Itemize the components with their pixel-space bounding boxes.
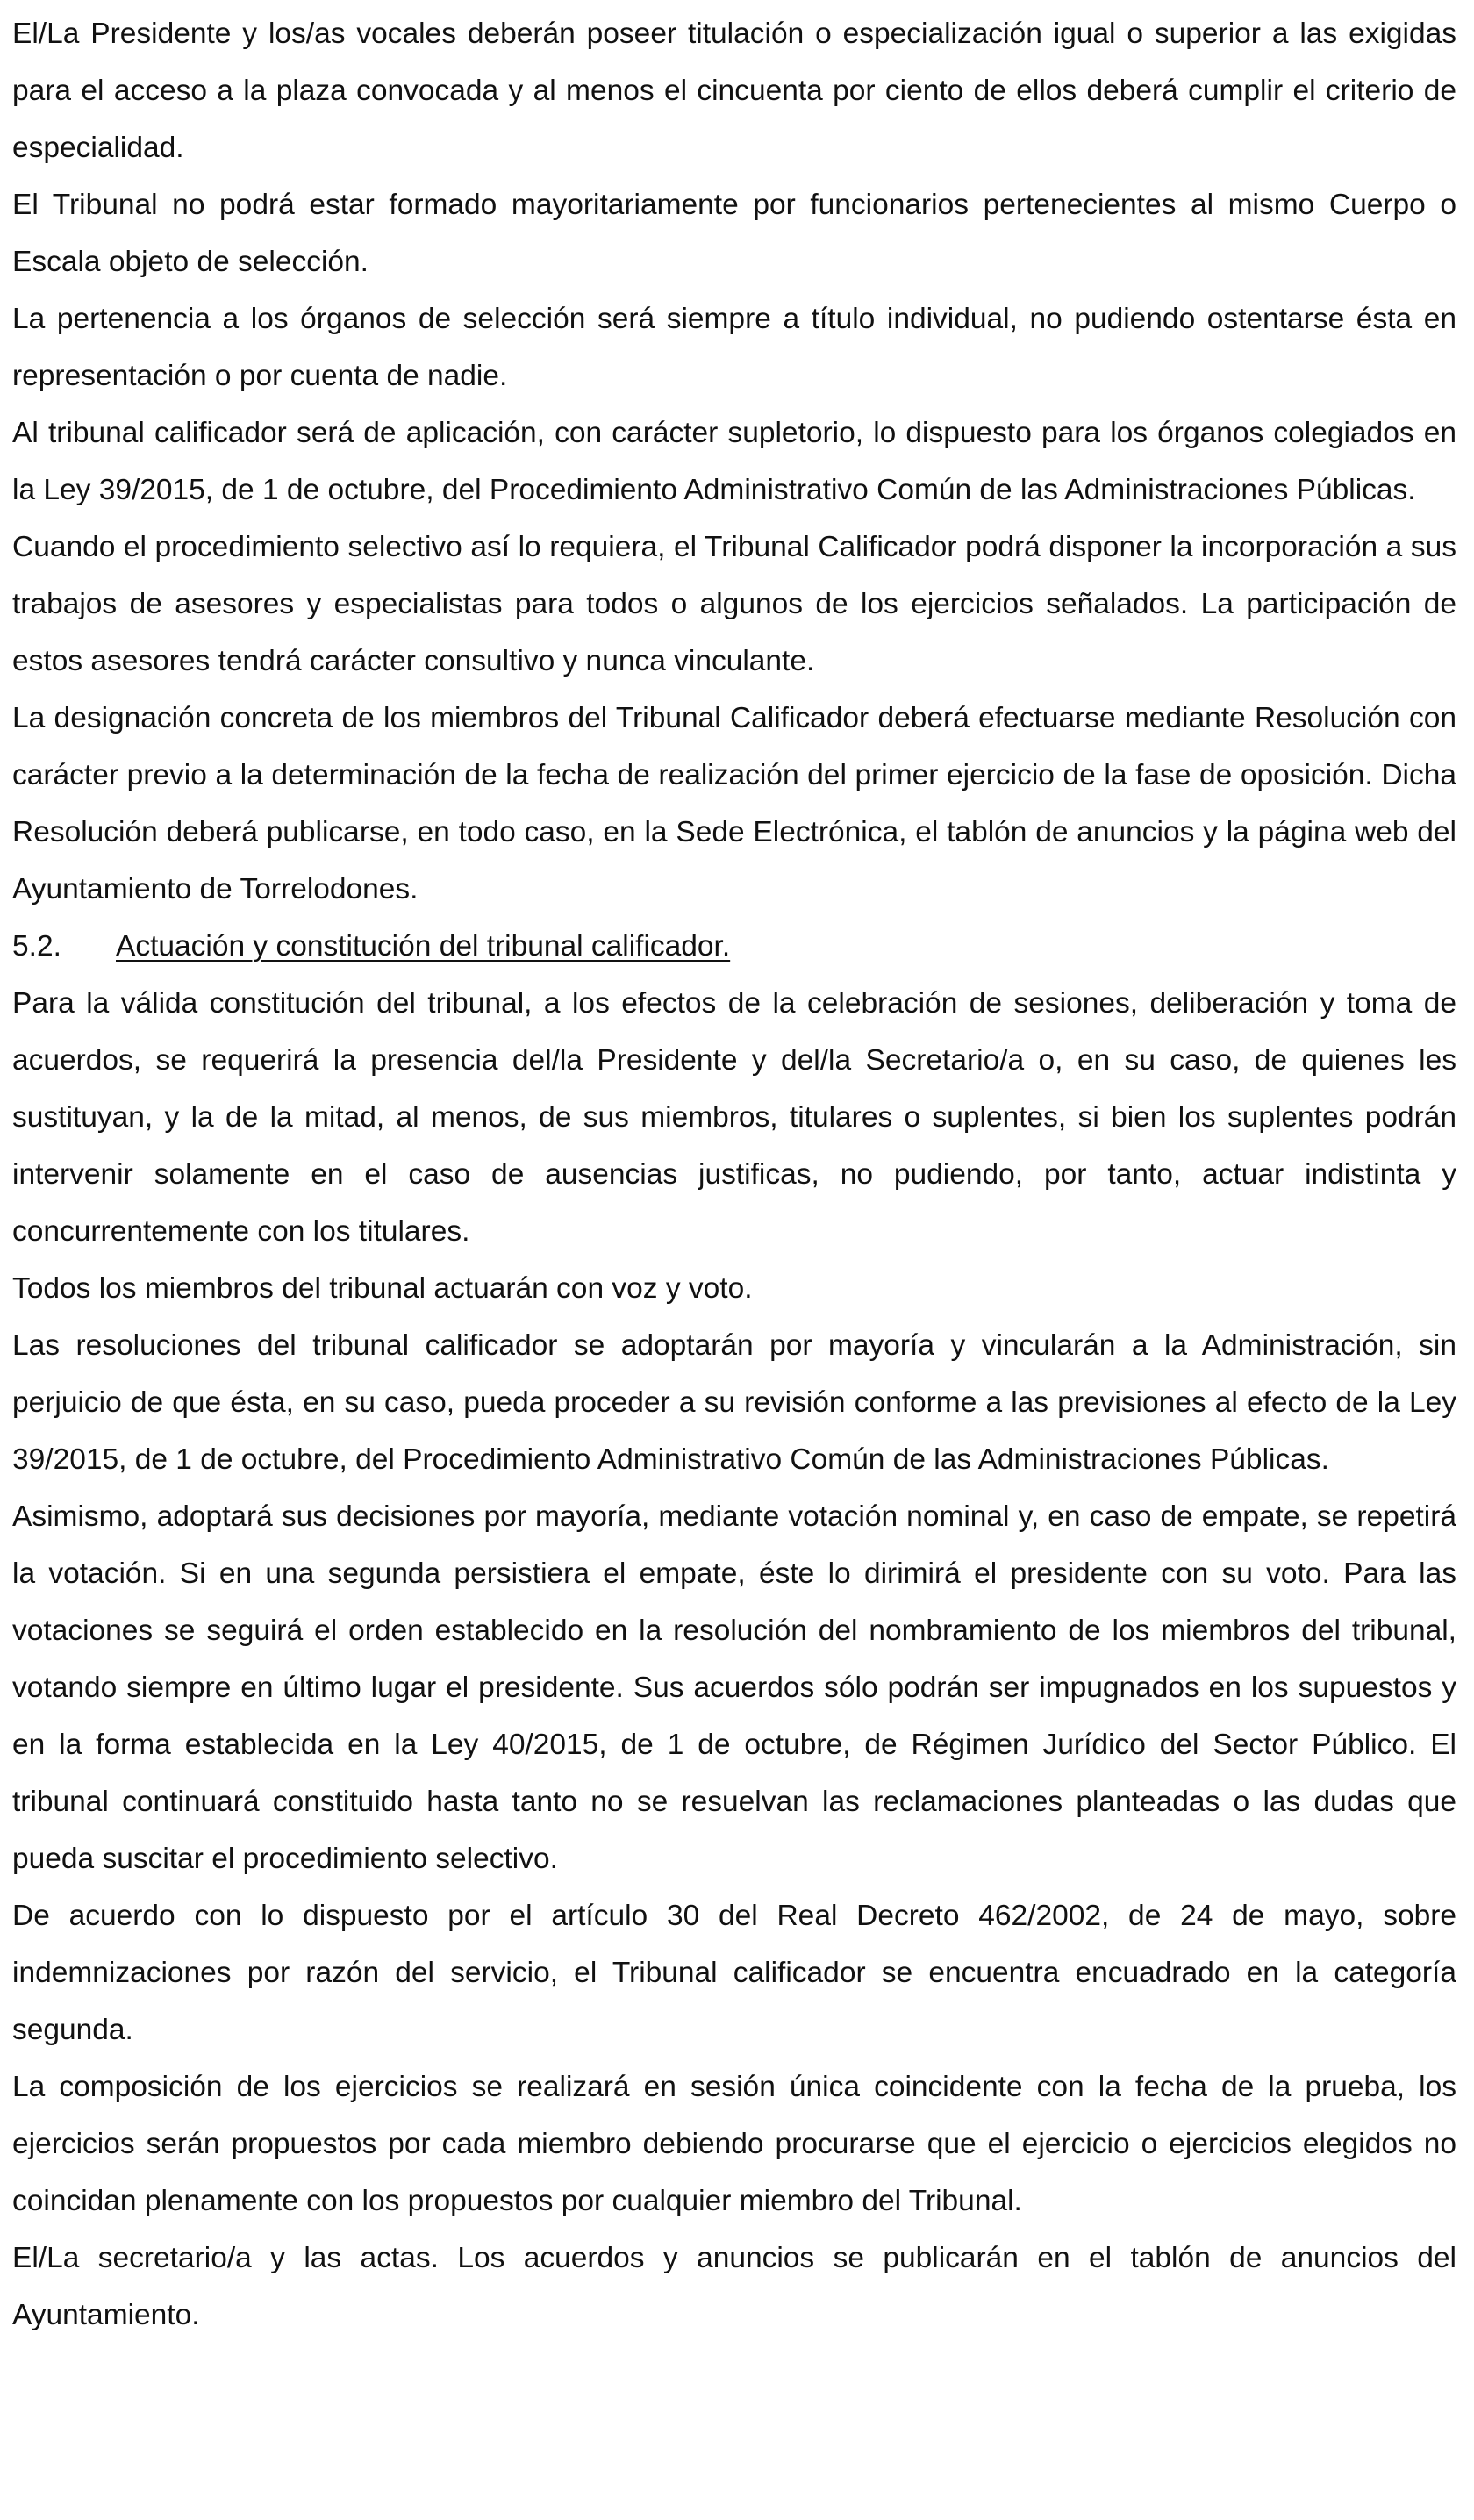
paragraph-designacion-miembros: La designación concreta de los miembros del Tribunal Calificador deberá efectuarse mediante Resolución con carácter previo a la determinación de la fecha de realización del primer ejercicio de la fase de oposición. Dicha Resolución deberá publicarse, en todo caso, en la Sede Electrónica, el tablón de anuncios y la página web del Ayuntamiento de Torrelodones. bbox=[12, 702, 1456, 906]
paragraph-pertenencia-individual: La pertenencia a los órganos de selección será siempre a título individual, no pudiendo ostentarse ésta en representación o por cuenta de nadie. bbox=[12, 303, 1456, 392]
paragraph-secretario-actas: El/La secretario/a y las actas. Los acuerdos y anuncios se publicarán en el tablón de anuncios del Ayuntamiento. bbox=[12, 2242, 1456, 2331]
section-number: 5.2. bbox=[12, 930, 61, 963]
section-title: Actuación y constitución del tribunal calificador. bbox=[116, 930, 731, 963]
paragraph-composicion-ejercicios: La composición de los ejercicios se realizará en sesión única coincidente con la fecha de la prueba, los ejercicios serán propuestos por cada miembro debiendo procurarse que el ejercicio o ejercicios elegidos no coincidan plenamente con los propuestos por cualquier miembro del Tribunal. bbox=[12, 2071, 1456, 2217]
paragraph-composicion-mayoritaria: El Tribunal no podrá estar formado mayoritariamente por funcionarios pertenecientes al mismo Cuerpo o Escala objeto de selección. bbox=[12, 189, 1456, 278]
paragraph-titulacion-tribunal: El/La Presidente y los/as vocales deberán poseer titulación o especialización igual o superior a las exigidas para el acceso a la plaza convocada y al menos el cincuenta por ciento de ellos deberá cumplir el criterio de especialidad. bbox=[12, 18, 1456, 164]
paragraph-votaciones: Asimismo, adoptará sus decisiones por mayoría, mediante votación nominal y, en caso de empate, se repetirá la votación. Si en una segunda persistiera el empate, éste lo dirimirá el presidente con su voto. Para las votaciones se seguirá el orden establecido en la resolución del nombramiento de los miembros del tribunal, votando siempre en último lugar el presidente. Sus acuerdos sólo podrán ser impugnados en los supuestos y en la forma establecida en la Ley 40/2015, de 1 de octubre, de Régimen Jurídico del Sector Público. El tribunal continuará constituido hasta tanto no se resuelvan las reclamaciones planteadas o las dudas que pueda suscitar el procedimiento selectivo. bbox=[12, 1500, 1456, 1875]
section-heading bbox=[12, 918, 1456, 975]
document-page bbox=[12, 5, 1456, 2344]
paragraph-valida-constitucion: Para la válida constitución del tribunal, a los efectos de la celebración de sesiones, deliberación y toma de acuerdos, se requerirá la presencia del/la Presidente y del/la Secretario/a o, en su caso, de quienes les sustituyan, y la de la mitad, al menos, de sus miembros, titulares o suplentes, si bien los suplentes podrán intervenir solamente en el caso de ausencias justificas, no pudiendo, por tanto, actuar indistinta y concurrentemente con los titulares. bbox=[12, 987, 1456, 1248]
paragraph-caracter-supletorio: Al tribunal calificador será de aplicación, con carácter supletorio, lo dispuesto para los órganos colegiados en la Ley 39/2015, de 1 de octubre, del Procedimiento Administrativo Común de las Administraciones Públicas. bbox=[12, 417, 1456, 506]
paragraph-indemnizaciones: De acuerdo con lo dispuesto por el artículo 30 del Real Decreto 462/2002, de 24 de mayo, sobre indemnizaciones por razón del servicio, el Tribunal calificador se encuentra encuadrado en la categoría segunda. bbox=[12, 1900, 1456, 2046]
paragraph-voz-y-voto: Todos los miembros del tribunal actuarán con voz y voto. bbox=[12, 1272, 753, 1305]
paragraph-asesores-especialistas: Cuando el procedimiento selectivo así lo requiera, el Tribunal Calificador podrá disponer la incorporación a sus trabajos de asesores y especialistas para todos o algunos de los ejercicios señalados. La participación de estos asesores tendrá carácter consultivo y nunca vinculante. bbox=[12, 531, 1456, 677]
paragraph-resoluciones-tribunal: Las resoluciones del tribunal calificador se adoptarán por mayoría y vincularán a la Administración, sin perjuicio de que ésta, en su caso, pueda proceder a su revisión conforme a las previsiones al efecto de la Ley 39/2015, de 1 de octubre, del Procedimiento Administrativo Común de las Administraciones Públicas. bbox=[12, 1329, 1456, 1476]
